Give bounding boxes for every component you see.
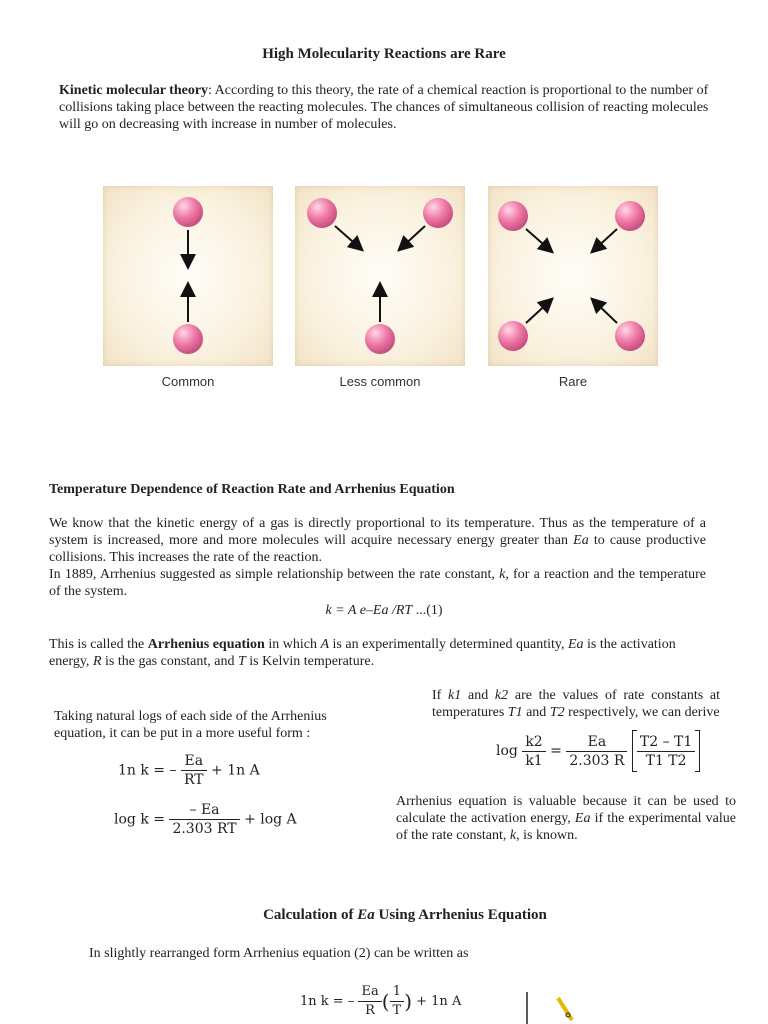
equation-log (114, 801, 297, 838)
para1-text-b: to cause productive collisions. This increases the rate of the reaction. (49, 533, 706, 565)
left-col-text: Taking natural logs of each side of the Arrhenius equation, it can be put in a more useful form : (54, 709, 327, 741)
arrow-tr (593, 229, 617, 251)
para2-k: k (499, 567, 506, 582)
molecule-top-right (423, 198, 453, 228)
section2-paragraph-1 (49, 515, 706, 600)
rcp-k: k (509, 828, 517, 843)
eq2-log: log (496, 743, 518, 759)
panel-label-common: Common (161, 374, 215, 389)
rc-a: If (432, 688, 449, 703)
s3-title-ea: Ea (357, 907, 375, 923)
eq3-inner-num: 1 (390, 983, 405, 1002)
rc-b: and (461, 688, 495, 703)
panel-rare-graphic (488, 186, 658, 366)
eq2-t-den: T1 T2 (645, 752, 687, 769)
kmt-text: : According to this theory, the rate of a chemical reaction is proportional to the number of collisions taking place between the reacting molecules. The chances of simultaneous collision of reacting molecules will go on decreasing with increase in number of molecules. (59, 83, 709, 132)
eq3-lhs: 1n k = – (300, 994, 355, 1009)
molecule-bottom (365, 324, 395, 354)
molecule-top-left (307, 198, 337, 228)
p3-R: R (92, 654, 102, 669)
equation-1-body: k = A e–Ea /RT (325, 603, 413, 618)
eq-ln-fraction (181, 752, 207, 789)
p3-t4: is the activation energy, (49, 637, 676, 669)
eq3-inner-den: T (392, 1003, 402, 1018)
arrow-tl (526, 229, 551, 251)
eq3-den: R (365, 1003, 375, 1018)
eq2-e-den: 2.303 R (569, 752, 625, 769)
panel-less-common-graphic (295, 186, 465, 366)
rcp-ea: Ea (574, 811, 591, 826)
eq-ln-num: Ea (181, 752, 207, 771)
p3-T: T (237, 654, 246, 669)
p3-t3: is an experimentally determined quantity, (329, 637, 568, 652)
equation-3 (300, 983, 461, 1020)
s3-title-b: Using Arrhenius Equation (374, 907, 547, 923)
p3-t2: in which (264, 637, 321, 652)
eq2-k-den: k1 (525, 752, 543, 769)
eq2-t-fraction (637, 733, 695, 770)
section3-title (0, 907, 768, 924)
molecule-top-right (615, 201, 645, 231)
rc-T1: T1 (507, 705, 523, 720)
eq3-num: Ea (358, 983, 381, 1002)
partial-graph (520, 990, 580, 1024)
panel-label-less-common: Less common (339, 374, 421, 389)
eq3-fraction (358, 983, 381, 1020)
arrow-diag-right (335, 226, 361, 249)
s3-title-a: Calculation of (263, 907, 358, 923)
eq-log-num: – Ea (169, 801, 239, 820)
eq2-e-num: Ea (566, 733, 627, 752)
rc-c: are the values of rate constants at temperatures (432, 688, 720, 720)
right-col-paragraph (396, 793, 736, 844)
eq3-inner-fraction (390, 983, 405, 1020)
eq-ln-rhs: + 1n A (211, 762, 260, 779)
eq-log-lhs: log k = (114, 811, 165, 828)
eq2-equals: = (550, 743, 562, 759)
kmt-paragraph (59, 82, 731, 133)
equation-1 (0, 602, 768, 619)
eq-ln-den: RT (183, 772, 204, 788)
p3-t6: is Kelvin temperature. (245, 654, 375, 669)
eq2-k-fraction (522, 733, 545, 770)
rc-k2: k2 (494, 688, 509, 703)
p3-t1: This is called the (49, 637, 148, 652)
rcp-a: Arrhenius equation is valuable because it can be used to calculate the activation energy, (396, 794, 736, 826)
eq2-k-num: k2 (522, 733, 545, 752)
para1-ea: Ea (573, 533, 589, 548)
equation-two-temp (496, 730, 700, 772)
rcp-b: if the experimental value of the rate constant, (396, 811, 736, 843)
panel-rare (488, 186, 658, 366)
eq-log-fraction (169, 801, 239, 838)
para2-text-a: In 1889, Arrhenius suggested as simple relationship between the rate constant, (49, 567, 500, 582)
equation-1-number: ...(1) (412, 603, 443, 618)
rc-e: respectively, we can derive (564, 705, 720, 720)
section3-text: In slightly rearranged form Arrhenius equation (2) can be written as (89, 946, 469, 961)
panel-common (103, 186, 273, 366)
eq-ln-lhs: 1n k = – (118, 762, 177, 779)
p3-A: A (320, 637, 330, 652)
eq3-paren-close: ) (404, 989, 412, 1014)
para2-text-b: , for a reaction and the temperature of the system. (49, 567, 706, 599)
p3-arrhenius: Arrhenius equation (147, 637, 265, 652)
eq3-paren-open: ( (381, 989, 390, 1014)
eq-log-den: 2.303 RT (172, 821, 237, 837)
molecule-top (173, 197, 203, 227)
kmt-term: Kinetic molecular theory (59, 83, 209, 98)
eq-log-rhs: + log A (244, 811, 297, 828)
molecule-bottom (173, 324, 203, 354)
panel-common-graphic (103, 186, 273, 366)
graph-line (558, 998, 572, 1020)
eq3-rhs: + 1n A (416, 994, 462, 1009)
arrow-diag-left (400, 226, 425, 249)
rc-d: and (522, 705, 550, 720)
eq2-e-fraction (566, 733, 627, 770)
arrow-br (593, 300, 617, 323)
section2-title: Temperature Dependence of Reaction Rate and Arrhenius Equation (49, 482, 455, 497)
molecule-bottom-left (498, 321, 528, 351)
page-title: High Molecularity Reactions are Rare (262, 46, 506, 62)
rc-k1: k1 (448, 688, 462, 703)
right-col-text (432, 687, 720, 721)
eq2-right-bracket (695, 730, 700, 772)
panel-label-rare: Rare (558, 374, 588, 389)
para1-text-a: We know that the kinetic energy of a gas is directly proportional to its temperature. Thus as the temperature of a system is increased, more and more molecules will acquire necessary energy greater than (49, 516, 706, 548)
rcp-c: , is known. (516, 828, 578, 843)
p3-Ea: Ea (567, 637, 584, 652)
rc-T2: T2 (549, 705, 565, 720)
equation-ln (118, 752, 260, 789)
molecule-bottom-right (615, 321, 645, 351)
p3-t5: is the gas constant, and (101, 654, 238, 669)
panel-less-common (295, 186, 465, 366)
arrow-bl (526, 300, 551, 323)
section2-paragraph-3 (49, 636, 714, 670)
molecule-top-left (498, 201, 528, 231)
eq2-t-num: T2 – T1 (637, 733, 695, 752)
